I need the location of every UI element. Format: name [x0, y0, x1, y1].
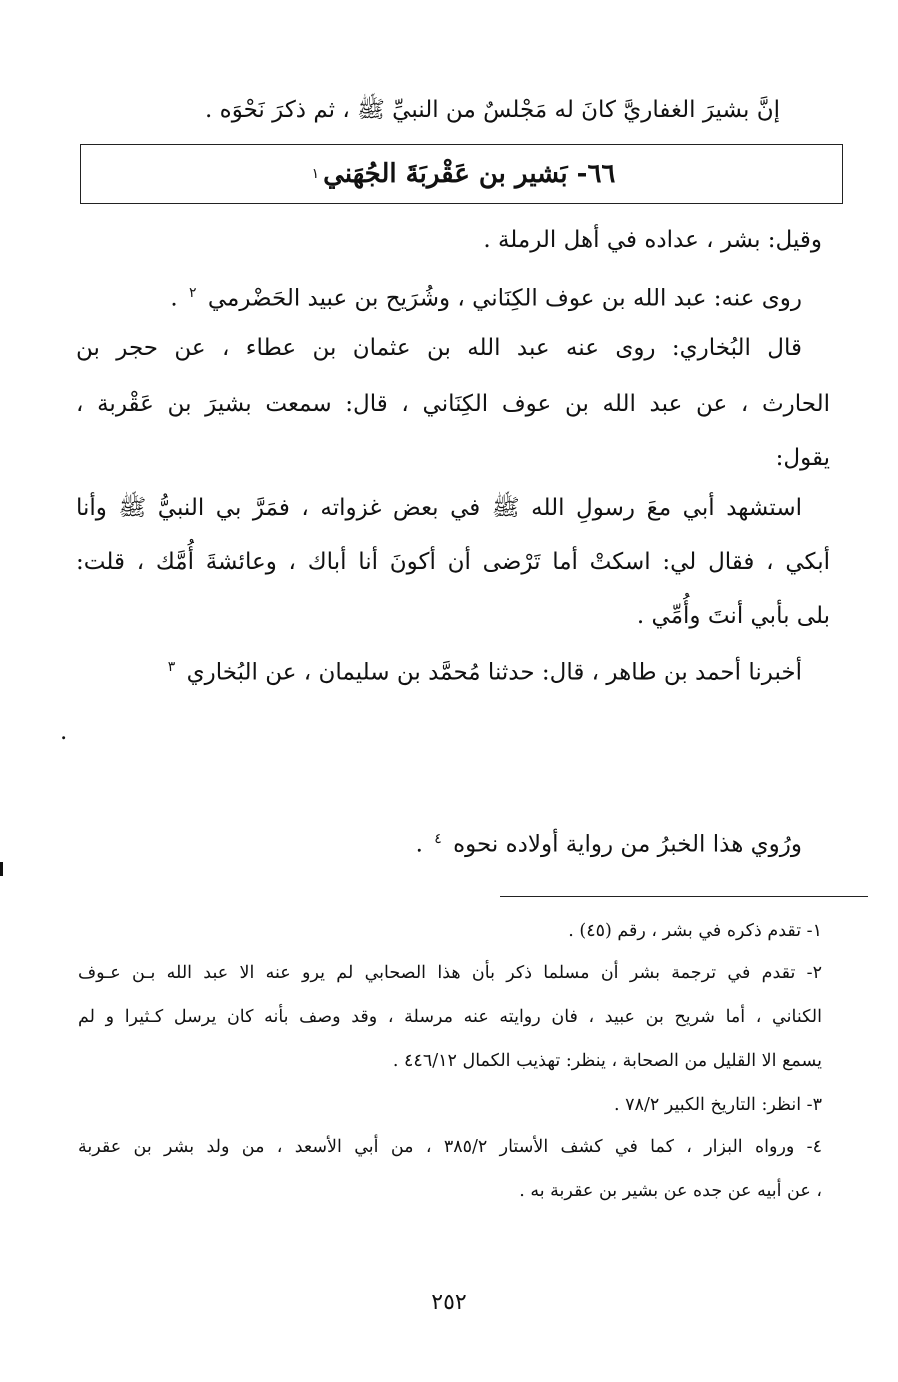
body-line-6: استشهد أبي معَ رسولِ الله ﷺ في بعض غزواته ، فمَرَّ بي النبيُّ ﷺ وأنا — [76, 495, 802, 521]
body-line-1: وقيل: بشر ، عداده في أهل الرملة . — [483, 227, 822, 253]
footnote-2-line-1: ٢- تقدم في ترجمة بشر أن مسلما ذكر بأن هذا الصحابي لم يرو عنه الا عبد الله بـن عـوف — [78, 963, 822, 983]
body-line-11-text: ورُوي هذا الخبرُ من رواية أولاده نحوه — [453, 831, 802, 858]
footnote-3: ٣- انظر: التاريخ الكبير ٧٨/٢ . — [614, 1095, 822, 1115]
body-line-4: الحارث ، عن عبد الله بن عوف الكِنَاني ، قال: سمعت بشيرَ بن عَقْربة ، — [76, 391, 830, 417]
entry-title-box — [80, 144, 843, 204]
body-line-2 — [76, 284, 802, 315]
footnote-2-line-3: يسمع الا القليل من الصحابة ، ينظر: تهذيب الكمال ٤٤٦/١٢ . — [392, 1051, 822, 1071]
title-footnote-ref: ١ — [311, 166, 320, 182]
body-line-3: قال البُخاري: روى عنه عبد الله بن عثمان بن عطاء ، عن حجر بن — [76, 335, 802, 361]
body-line-9-text: أخبرنا أحمد بن طاهر ، قال: حدثنا مُحمَّد بن سليمان ، عن البُخاري — [186, 659, 802, 686]
footnote-2-line-2: الكناني ، أما شريح بن عبيد ، فان روايته عنه مرسلة ، وقد وصف بأنه كان يرسل كـثيرا و لم — [78, 1007, 822, 1027]
footnote-1: ١- تقدم ذكره في بشر ، رقم (٤٥) . — [568, 921, 822, 941]
margin-mark — [0, 862, 3, 876]
footnote-ref-4: ٤ — [434, 831, 442, 847]
body-line-10: . — [60, 719, 68, 745]
footnote-separator — [500, 896, 868, 897]
header-line: إنَّ بشيرَ الغفاريَّ كانَ له مَجْلسٌ من النبيِّ ﷺ ، ثم ذكرَ نَحْوَه . — [205, 97, 780, 123]
body-line-9 — [76, 658, 802, 689]
footnote-ref-2: ٢ — [189, 285, 197, 301]
body-line-8: بلى بأبي أنتَ وأُمِّي . — [636, 603, 830, 629]
body-line-7: أبكي ، فقال لي: اسكتْ أما تَرْضى أن أكونَ أنا أباك ، وعائشةَ أُمَّك ، قلت: — [76, 549, 830, 575]
body-line-2-text: روى عنه: عبد الله بن عوف الكِنَاني ، وشُرَيح بن عبيد الحَضْرمي — [207, 285, 802, 312]
body-line-2-end: . — [170, 285, 178, 312]
footnote-ref-3: ٣ — [167, 659, 176, 675]
page-number: ٢٥٢ — [431, 1290, 467, 1315]
body-line-11-end: . — [415, 831, 423, 858]
entry-title: ٦٦- بَشير بن عَقْربَةَ الجُهَني — [323, 159, 616, 189]
body-line-11 — [76, 830, 802, 861]
footnote-4-line-1: ٤- ورواه البزار ، كما في كشف الأستار ٣٨٥/٢ ، من أبي الأسعد ، من ولد بشر بن عقربة — [78, 1137, 822, 1157]
body-line-5: يقول: — [775, 445, 830, 471]
footnote-4-line-2: ، عن أبيه عن جده عن بشير بن عقربة به . — [519, 1181, 822, 1201]
